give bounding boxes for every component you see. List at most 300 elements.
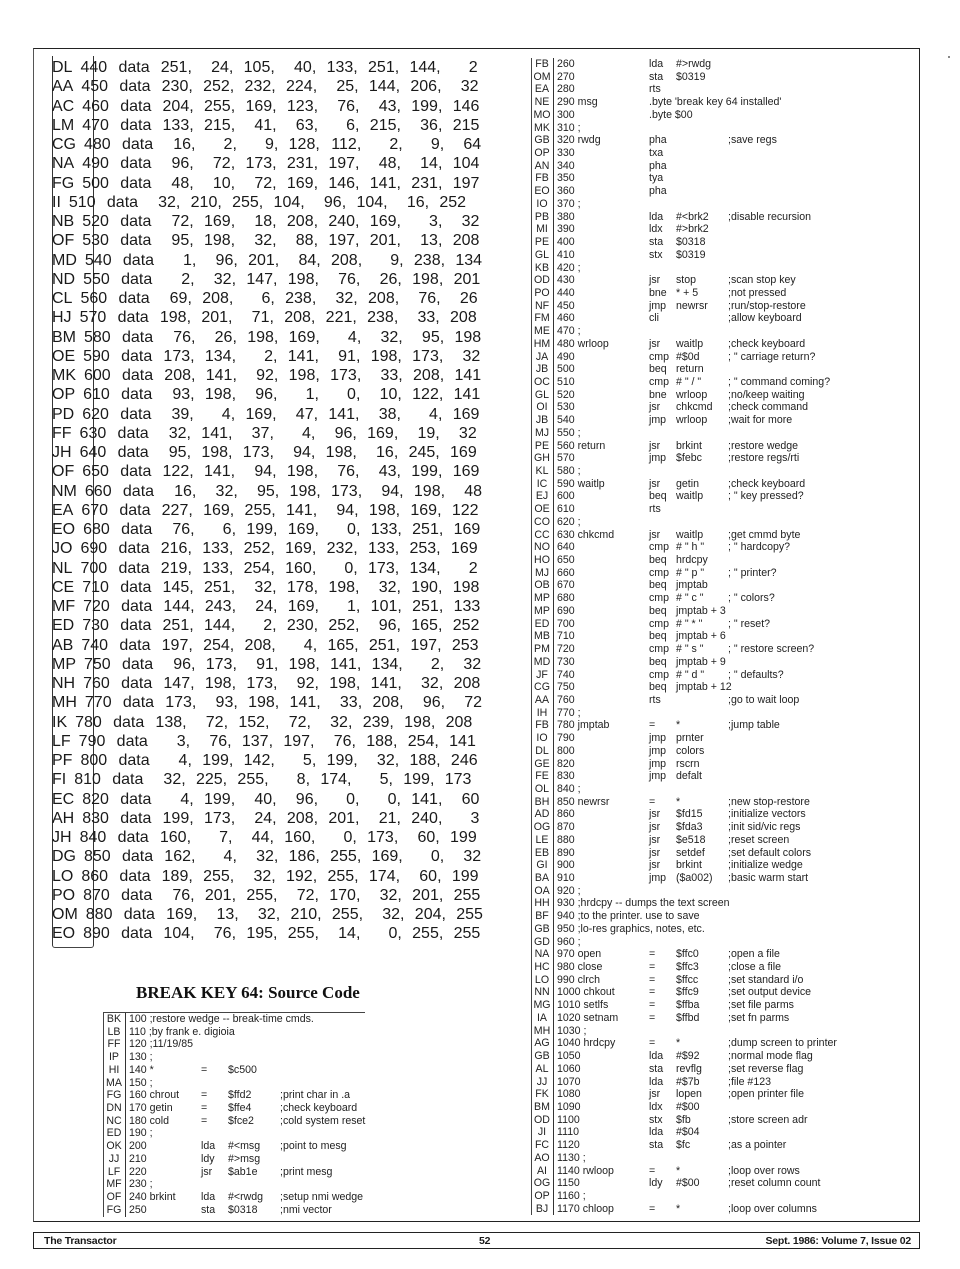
line-label: 300: [557, 108, 575, 121]
opcode: lda: [649, 58, 664, 70]
data-value: 252: [439, 193, 467, 211]
comma: ,: [439, 367, 445, 384]
data-value: 95: [257, 482, 275, 500]
operand: [676, 694, 728, 707]
data-value: 24: [254, 809, 273, 827]
comma: ,: [357, 251, 363, 269]
checksum: LF: [104, 1166, 126, 1179]
checksum: MJ: [532, 427, 554, 440]
source-line: [532, 427, 837, 440]
source-line: [532, 834, 837, 847]
comma: ,: [273, 367, 279, 384]
source-line: [532, 808, 837, 821]
data-value: 72: [254, 174, 273, 192]
data-value: 36: [420, 116, 438, 134]
comment: ;check keyboard: [728, 337, 806, 350]
comma: ,: [424, 193, 430, 211]
comment: ;loop over columns: [728, 1202, 817, 1215]
data-value: 141: [453, 386, 481, 404]
data-line: [52, 289, 478, 308]
source-line: [532, 770, 837, 783]
comma: ,: [310, 424, 316, 442]
comma: ,: [231, 886, 237, 904]
comma: ,: [393, 309, 399, 327]
data-value: 240: [411, 809, 438, 827]
comma: ,: [397, 925, 402, 943]
comma: ,: [230, 617, 236, 635]
data-value: 198: [201, 444, 229, 461]
comma: ,: [435, 829, 440, 846]
line-number: 620: [82, 405, 109, 423]
operand: colors: [676, 744, 705, 757]
comma: ,: [230, 97, 236, 115]
line-label: 1010 setlfs: [557, 999, 609, 1012]
comma: ,: [439, 328, 445, 346]
opcode: jsr: [649, 821, 661, 834]
comma: ,: [311, 559, 317, 577]
directive: .byte $00: [649, 108, 693, 121]
checksum: BK: [104, 1013, 126, 1026]
data-value: 39: [171, 405, 190, 423]
operand: $fd15: [676, 808, 703, 821]
comma: ,: [313, 617, 319, 635]
source-line: [532, 618, 837, 631]
comma: ,: [230, 578, 236, 596]
comma: ,: [192, 906, 198, 923]
checksum: KB: [532, 262, 554, 275]
data-value: 238: [413, 251, 441, 269]
comma: ,: [352, 309, 357, 327]
comma: ,: [355, 116, 360, 134]
source-line: [532, 401, 837, 414]
source-line: [532, 948, 837, 961]
data-line: [52, 154, 480, 173]
opcode: jmp: [649, 757, 667, 770]
data-value: 138: [155, 713, 183, 731]
checksum: PE: [532, 440, 554, 453]
opcode: jmp: [649, 744, 667, 757]
data-value: 33: [380, 367, 399, 384]
comma: ,: [187, 290, 192, 307]
source-line: [532, 160, 837, 173]
checksum: AD: [532, 808, 554, 821]
source-line: [532, 236, 837, 249]
comma: ,: [353, 59, 358, 76]
comma: ,: [314, 675, 319, 692]
line-text: 120 ;11/19/85: [129, 1038, 194, 1051]
data-keyword: data: [119, 78, 151, 96]
line-number: 480: [84, 136, 111, 153]
source-line: [532, 172, 837, 185]
line-label: 560 return: [557, 439, 606, 452]
comma: ,: [222, 771, 228, 789]
checksum: MB: [532, 630, 554, 643]
comma: ,: [398, 367, 403, 384]
comma: ,: [270, 752, 275, 769]
opcode: stx: [649, 248, 663, 261]
data-line: [52, 693, 483, 712]
operand: #$7b: [676, 1075, 700, 1088]
line-label: 270: [557, 70, 575, 83]
source-line: [532, 211, 837, 224]
line-text: 100 ;restore wedge -- break-time cmds.: [129, 1013, 314, 1025]
source-line: [532, 643, 837, 656]
checksum: MF: [52, 598, 76, 615]
data-value: 26: [379, 270, 398, 288]
comment: ;run/stop-restore: [728, 299, 806, 312]
data-value: 141: [369, 174, 397, 192]
comma: ,: [230, 405, 236, 423]
comma: ,: [394, 59, 400, 76]
comment: ; " carriage return?: [728, 350, 816, 363]
line-label: 1140 rwloop: [557, 1164, 614, 1177]
data-value: 144: [163, 598, 191, 615]
data-value: 0: [344, 559, 354, 577]
checksum: OG: [532, 1177, 554, 1190]
comma: ,: [190, 347, 195, 365]
line-label: 330: [557, 147, 575, 160]
data-value: 94: [254, 463, 273, 481]
data-value: 232: [326, 540, 354, 558]
data-value: 2: [264, 347, 274, 365]
checksum: FC: [532, 1139, 554, 1152]
comma: ,: [310, 444, 316, 461]
opcode: rts: [649, 693, 661, 706]
comma: ,: [230, 116, 236, 134]
data-value: 0: [430, 848, 440, 866]
comma: ,: [396, 97, 401, 115]
checksum: EA: [52, 501, 74, 519]
data-line: [52, 405, 480, 424]
comma: ,: [234, 906, 239, 923]
checksum: ME: [532, 325, 554, 338]
operand: [676, 185, 728, 198]
line-number: 790: [78, 732, 106, 750]
comma: ,: [270, 559, 275, 577]
comma: ,: [397, 270, 402, 288]
source-line: [532, 1088, 837, 1101]
opcode: =: [649, 719, 656, 732]
data-value: 210: [290, 906, 318, 923]
data-value: 173: [330, 367, 357, 384]
data-value: 141: [330, 655, 357, 673]
comma: ,: [186, 444, 192, 461]
data-value: 208: [445, 713, 473, 731]
data-value: 96: [422, 694, 441, 712]
data-value: 37: [251, 424, 270, 442]
data-value: 173: [205, 655, 233, 673]
data-value: 231: [411, 174, 438, 192]
data-value: 160: [285, 559, 312, 577]
checksum: NF: [532, 300, 554, 313]
source-line: [532, 503, 837, 516]
data-line: [52, 193, 467, 212]
checksum: BM: [52, 328, 76, 346]
directive: .byte 'break key 64 installed': [649, 96, 782, 109]
line-number: 570: [79, 309, 107, 327]
data-value: 255: [237, 771, 265, 789]
source-code-heading: BREAK KEY 64: Source Code: [136, 983, 360, 1002]
data-value: 238: [367, 309, 394, 327]
comma: ,: [233, 482, 238, 500]
operand: chkcmd: [676, 401, 713, 414]
comma: ,: [392, 732, 398, 750]
comma: ,: [313, 116, 319, 134]
data-value: 251: [203, 578, 231, 596]
data-value: 206: [410, 78, 438, 96]
data-value: 21: [378, 809, 397, 827]
data-value: 169: [286, 174, 314, 192]
checksum: OP: [532, 147, 554, 160]
line-label: 600: [557, 490, 575, 503]
data-value: 112: [331, 136, 357, 153]
comma: ,: [341, 193, 347, 211]
checksum: GD: [532, 936, 554, 949]
opcode: sta: [649, 70, 664, 83]
data-value: 255: [330, 848, 357, 866]
comma: ,: [191, 482, 197, 500]
comma: ,: [270, 290, 275, 307]
comma: ,: [233, 251, 238, 269]
comma: ,: [436, 752, 441, 769]
comma: ,: [223, 713, 229, 731]
data-value: 123: [286, 97, 314, 115]
data-value: 4: [347, 328, 357, 346]
source-line: [532, 249, 837, 262]
checksum: FM: [532, 312, 554, 325]
data-value: 32: [330, 713, 348, 731]
source-line: [532, 440, 837, 453]
opcode: cmp: [649, 350, 670, 363]
comma: ,: [265, 713, 270, 731]
comma: ,: [357, 694, 363, 712]
comma: ,: [399, 251, 404, 269]
data-value: 198: [325, 444, 353, 461]
data-keyword: data: [123, 906, 155, 923]
data-value: 133: [202, 559, 229, 577]
data-value: 0: [347, 386, 356, 404]
comment: ;cold system reset: [280, 1114, 366, 1127]
comma: ,: [438, 675, 444, 692]
comma: ,: [438, 598, 444, 615]
data-value: 72: [288, 713, 307, 731]
comma: ,: [396, 617, 401, 635]
comma: ,: [268, 732, 274, 750]
comma: ,: [355, 213, 360, 230]
opcode: jsr: [649, 337, 661, 350]
data-value: 169: [288, 328, 316, 346]
checksum: AA: [52, 78, 74, 96]
line-number: 670: [81, 501, 109, 519]
comma: ,: [397, 386, 402, 404]
data-value: 69: [169, 290, 188, 307]
comma: ,: [269, 424, 274, 442]
data-value: 216: [160, 540, 188, 558]
data-line: [52, 790, 480, 809]
data-value: 10: [212, 174, 231, 192]
comma: ,: [355, 790, 360, 808]
source-line: [532, 796, 837, 809]
checksum: PD: [52, 405, 75, 423]
data-value: 255: [456, 906, 483, 923]
line-label: 510: [557, 375, 575, 388]
comma: ,: [232, 655, 237, 673]
comma: ,: [434, 732, 439, 750]
comma: ,: [313, 213, 319, 230]
data-value: 251: [368, 636, 396, 654]
operand: $ffd2: [228, 1089, 252, 1102]
data-value: 173: [368, 559, 395, 577]
data-value: 252: [328, 617, 356, 635]
data-line: [52, 828, 477, 847]
comma: ,: [437, 78, 442, 96]
line-label: 320 rwdg: [557, 134, 601, 147]
operand: #$92: [676, 1050, 700, 1063]
comma: ,: [228, 540, 234, 558]
comma: ,: [400, 906, 405, 923]
comment: ;file #123: [728, 1075, 771, 1088]
operand: #<rwdg: [228, 1191, 264, 1204]
comma: ,: [231, 386, 237, 404]
line-number: 890: [83, 925, 110, 943]
line-label: 630 chkcmd: [557, 528, 615, 541]
data-value: 32: [335, 290, 354, 307]
data-value: 24: [255, 598, 274, 615]
checksum: NC: [104, 1115, 126, 1128]
comma: ,: [228, 829, 233, 846]
comment: ;print char in .a: [280, 1089, 351, 1102]
checksum: FG: [52, 174, 75, 192]
operand: $ffbd: [676, 1011, 700, 1024]
comma: ,: [352, 444, 357, 461]
data-value: 76: [172, 886, 191, 904]
line-label: 520: [557, 388, 575, 401]
data-value: 208: [286, 809, 314, 827]
data-value: 133: [202, 540, 229, 558]
data-value: 152: [238, 713, 266, 731]
data-value: 141: [454, 367, 482, 384]
comma: ,: [272, 174, 277, 192]
source-line: [104, 1140, 365, 1153]
opcode: jmp: [649, 872, 667, 884]
comma: ,: [393, 444, 399, 461]
data-value: 198: [404, 713, 431, 731]
data-value: 32: [215, 482, 234, 500]
opcode: jmp: [649, 732, 667, 745]
comma: ,: [313, 578, 319, 596]
comma: ,: [181, 771, 186, 789]
operand: $ffe4: [228, 1102, 252, 1115]
source-line: [532, 872, 837, 885]
data-value: 40: [254, 790, 273, 808]
data-value: 72: [212, 155, 231, 173]
comma: ,: [273, 521, 278, 538]
operand: $ffba: [676, 999, 700, 1012]
data-value: 0: [387, 790, 397, 808]
data-value: 16: [174, 482, 192, 500]
comma: ,: [393, 829, 399, 846]
comma: ,: [228, 424, 233, 442]
data-value: 173: [245, 155, 273, 173]
opcode: =: [649, 986, 656, 999]
line-number: 500: [82, 174, 109, 192]
data-line: [52, 77, 479, 96]
source-line: [532, 452, 837, 465]
data-value: 169: [245, 97, 273, 115]
data-line: [52, 135, 482, 154]
comma: ,: [189, 578, 194, 596]
checksum: AC: [52, 97, 75, 115]
data-line: [52, 462, 480, 481]
line-text: 550 ;: [557, 426, 581, 439]
data-keyword: data: [121, 886, 153, 904]
checksum: IC: [532, 478, 554, 491]
data-line: [52, 847, 482, 866]
line-label: 710: [557, 630, 575, 643]
opcode: sta: [201, 1203, 216, 1216]
checksum: JH: [52, 444, 72, 461]
comment: ;point to mesg: [280, 1140, 347, 1153]
data-keyword: data: [119, 867, 151, 885]
operand: $0319: [676, 70, 706, 83]
line-text: 620 ;: [557, 515, 581, 528]
data-value: 232: [244, 78, 272, 96]
data-value: 198: [288, 655, 316, 673]
comma: ,: [272, 155, 277, 173]
data-value: 215: [369, 116, 397, 134]
data-value: 134: [371, 655, 399, 673]
data-value: 146: [328, 174, 356, 192]
source-line: [532, 529, 837, 542]
data-keyword: data: [120, 213, 152, 230]
data-value: 238: [285, 290, 312, 307]
data-value: 9: [430, 136, 440, 153]
line-number: 510: [68, 193, 96, 211]
operand: brkint: [676, 439, 702, 452]
checksum: OF: [104, 1191, 126, 1204]
comma: ,: [315, 655, 320, 673]
data-keyword: data: [117, 829, 149, 846]
comma: ,: [191, 655, 196, 673]
checksum: MK: [532, 122, 554, 135]
checksum: DN: [104, 1102, 126, 1115]
comment: ;nmi vector: [280, 1203, 332, 1216]
data-value: 32: [379, 886, 398, 904]
operand: #>msg: [228, 1152, 261, 1165]
line-label: 1100: [557, 1113, 580, 1126]
comma: ,: [437, 405, 443, 423]
data-value: 1: [305, 386, 315, 404]
line-number: 690: [80, 540, 108, 558]
comma: ,: [310, 309, 316, 327]
source-line: [532, 363, 837, 376]
comma: ,: [355, 809, 360, 827]
source-line: [532, 96, 837, 109]
source-line: [104, 1102, 365, 1115]
comma: ,: [314, 598, 319, 615]
comma: ,: [273, 136, 279, 153]
comma: ,: [311, 752, 317, 769]
data-value: 104: [452, 155, 480, 173]
comma: ,: [187, 540, 192, 558]
comma: ,: [398, 655, 403, 673]
comma: ,: [355, 598, 361, 615]
comma: ,: [310, 732, 315, 750]
data-value: 204: [414, 906, 442, 923]
comma: ,: [356, 328, 362, 346]
opcode: =: [201, 1063, 208, 1076]
source-line: [532, 490, 837, 503]
